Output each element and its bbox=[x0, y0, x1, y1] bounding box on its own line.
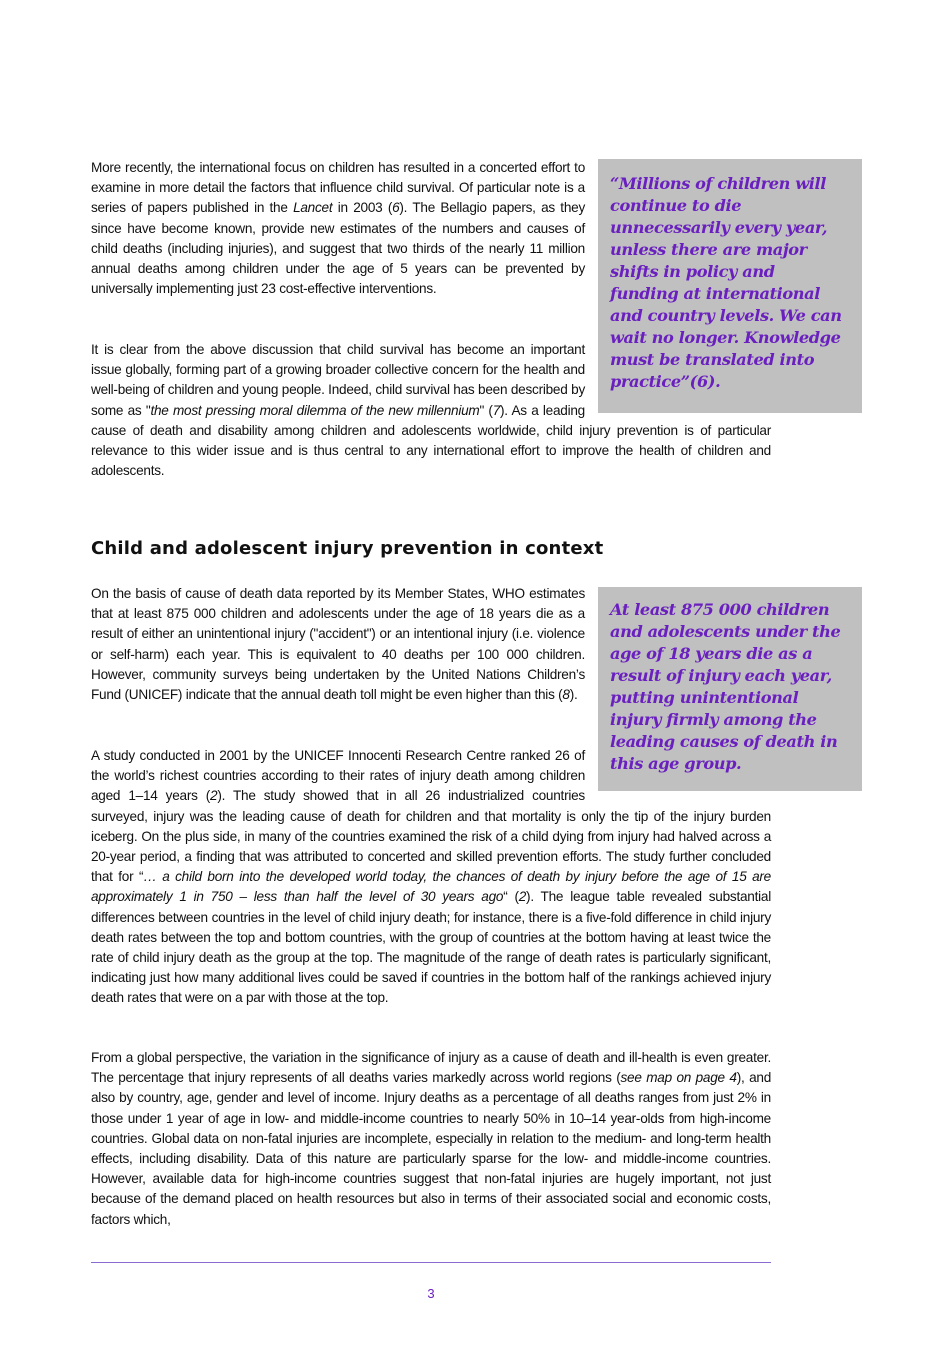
paragraph-1 bbox=[91, 158, 585, 299]
pull-quote-2: At least 875 000 children and adolescents under the age of 18 years die as a result of injury each year, putting unintentional injury firmly among the leading causes of death in this age group. bbox=[610, 600, 841, 773]
page-number: 3 bbox=[427, 1286, 435, 1301]
paragraph-2-text: It is clear from the above discussion that child survival has become an important issue globally, forming part of a growing broader collective concern for the health and well-being of children and young people. Indeed, child survival has been described by some as "the most pressing moral dilemma of the new millennium" (7). As a leading cause of death and disability among children and adolescents worldwide, child injury prevention is of particular relevance to this wider issue and is thus central to any international effort to improve the health of children and adolescents. bbox=[91, 342, 771, 479]
paragraph-4 bbox=[91, 746, 771, 1009]
paragraph-2-float bbox=[585, 340, 771, 420]
paragraph-1-text: More recently, the international focus on children has resulted in a concerted effort to examine in more detail the factors that influence child survival. Of particular note is a series of papers published in the Lancet in 2003 (6). The Bellagio papers, as they since have become known, provide new estimates of the numbers and causes of child deaths (including injuries), and suggest that two thirds of the nearly 11 million annual deaths among children under the age of 5 years can be prevented by universally implementing just 23 cost-effective interventions. bbox=[91, 160, 585, 297]
paragraph-4-float bbox=[585, 746, 771, 806]
paragraph-2 bbox=[91, 340, 771, 481]
section-heading: Child and adolescent injury prevention in context bbox=[91, 538, 604, 559]
paragraph-3 bbox=[91, 584, 585, 705]
paragraph-4-text: A study conducted in 2001 by the UNICEF Innocenti Research Centre ranked 26 of the world’s richest countries according to their rates of injury death among children aged 1–14 years (2). The study showed that in all 26 industrialized countries surveyed, injury was the leading cause of death for children and that mortality is only the tip of the injury burden iceberg. On the plus side, in many of the countries examined the risk of a child dying from injury had halved across a 20-year period, a finding that was attributed to concerted and skilled prevention efforts. The study further concluded that for “… a child born into the developed world today, the chances of death by injury before the age of 15 are approximately 1 in 750 – less than half the level of 30 years ago“ (2). The league table revealed substantial differences between countries in the level of child injury death; for instance, there is a five-fold difference in child injury death rates between the top and bottom countries, with the group of countries at the bottom having at least twice the rate of child injury death as the group at the top. The magnitude of the range of death rates is particularly significant, indicating just how many additional lives could be saved if countries in the bottom half of the rankings achieved injury death rates that were on a par with those at the top. bbox=[91, 748, 771, 1006]
paragraph-5 bbox=[91, 1048, 771, 1230]
footer-divider bbox=[91, 1262, 771, 1263]
paragraph-3-text: On the basis of cause of death data reported by its Member States, WHO estimates that at least 875 000 children and adolescents under the age of 18 years die as a result of either an unintentional injury ("accident") or an intentional injury (i.e. violence or self-harm) each year. This is equivalent to 40 deaths per 100 000 children. However, community surveys being undertaken by the United Nations Children’s Fund (UNICEF) indicate that the annual death toll might be even higher than this (8). bbox=[91, 586, 585, 703]
pull-quote-1: “Millions of children will continue to die unnecessarily every year, unless there are major shifts in policy and funding at international and country levels. We can wait no longer. Knowledge must be translated into practice”(6). bbox=[610, 174, 842, 391]
paragraph-5-text: From a global perspective, the variation in the significance of injury as a cause of death and ill-health is even greater. The percentage that injury represents of all deaths varies markedly across world regions (see map on page 4), and also by country, age, gender and level of income. Injury deaths as a percentage of all deaths ranges from just 2% in those under 1 year of age in low- and middle-income countries to nearly 50% in 10–14 year-olds from high-income countries. Global data on non-fatal injuries are incomplete, especially in relation to the medium- and long-term health effects, including disability. Data of this nature are particularly sparse for the low- and middle-income countries. However, available data for high-income countries suggest that non-fatal injuries are hugely important, not just because of the demand placed on health resources but also in terms of their associated social and economic costs, factors which, bbox=[91, 1050, 772, 1227]
